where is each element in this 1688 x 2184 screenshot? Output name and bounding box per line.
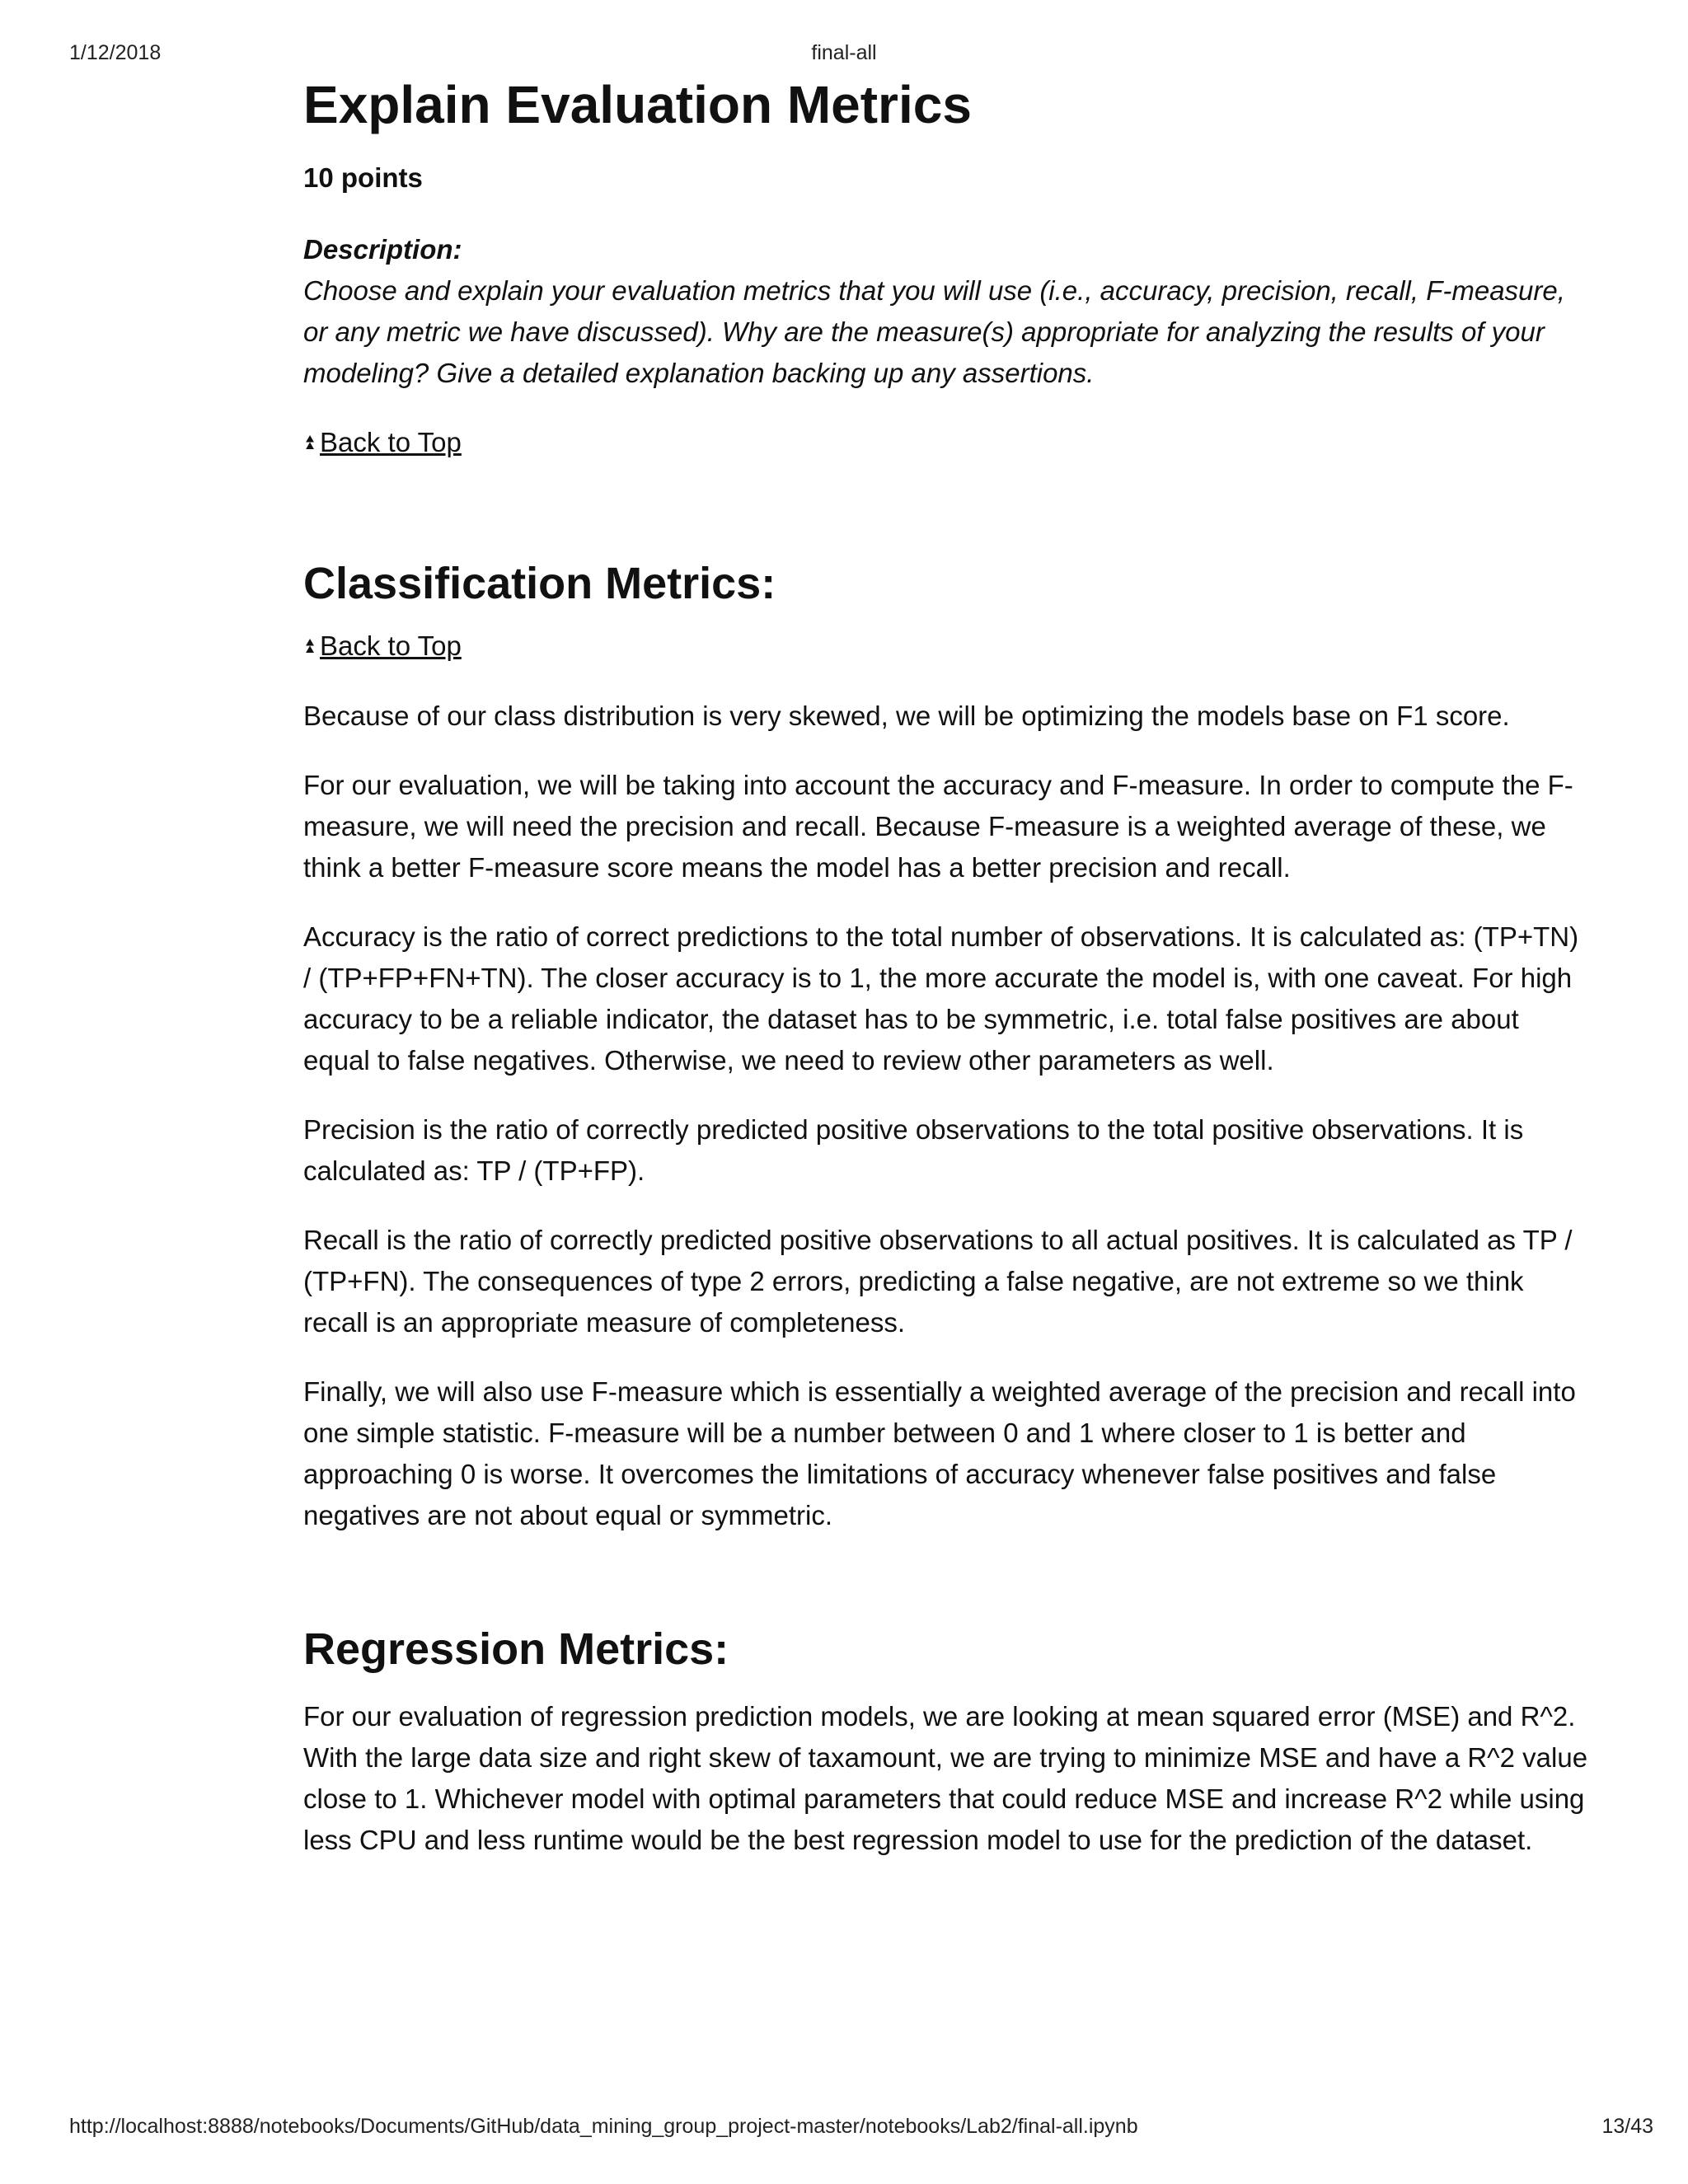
double-up-arrow-icon: ⏫︎ xyxy=(303,432,313,454)
print-header xyxy=(0,41,1688,68)
notebook-content xyxy=(303,71,1589,1861)
back-to-top-link[interactable] xyxy=(303,626,462,668)
regression-paragraph: For our evaluation of regression prediction models, we are looking at mean squared error (MSE) and R^2. With the large data size and right skew of taxamount, we are trying to minimize MSE and have a R^2 value close to 1. Whichever model with optimal parameters that could reduce MSE and increase R^2 while using less CPU and less runtime would be the best regression model to use for the prediction of the dataset. xyxy=(303,1701,1588,1855)
description-text: Choose and explain your evaluation metrics that you will use (i.e., accuracy, precision, recall, F-measure, or any metric we have discussed). Why are the measure(s) appropriate for analyzing the results of your modeling? Give a detailed explanation backing up any assertions. xyxy=(303,275,1565,388)
classification-paragraph: Recall is the ratio of correctly predicted positive observations to all actual positives. It is calculated as TP / (TP+FN). The consequences of type 2 errors, predicting a false negative, are not extreme so we think recall is an appropriate measure of completeness. xyxy=(303,1225,1573,1338)
print-doc-title: final-all xyxy=(811,41,877,64)
back-to-top-label: Back to Top xyxy=(320,630,462,661)
print-date: 1/12/2018 xyxy=(69,41,162,64)
print-url: http://localhost:8888/notebooks/Documents/GitHub/data_mining_group_project-master/notebooks/Lab2/final-all.ipynb xyxy=(69,2115,1138,2138)
classification-paragraph: Precision is the ratio of correctly predicted positive observations to the total positive observations. It is calculated as: TP / (TP+FP). xyxy=(303,1114,1524,1186)
classification-paragraph: Finally, we will also use F-measure which is essentially a weighted average of the precision and recall into one simple statistic. F-measure will be a number between 0 and 1 where closer to 1 is better and approaching 0 is worse. It overcomes the limitations of accuracy whenever false positives and false negatives are not about equal or symmetric. xyxy=(303,1376,1576,1530)
print-footer xyxy=(0,2115,1688,2141)
points-label: 10 points xyxy=(303,162,423,193)
double-up-arrow-icon: ⏫︎ xyxy=(303,635,313,658)
back-to-top-link[interactable] xyxy=(303,422,462,464)
back-to-top-label: Back to Top xyxy=(320,427,462,457)
classification-heading: Classification Metrics: xyxy=(303,559,776,608)
regression-heading: Regression Metrics: xyxy=(303,1624,729,1674)
classification-paragraph: Accuracy is the ratio of correct predictions to the total number of observations. It is calculated as: (TP+TN) / (TP+FP+FN+TN). The closer accuracy is to 1, the more accurate the model is, with one caveat. For high accuracy to be a reliable indicator, the dataset has to be symmetric, i.e. total false positives are about equal to false negatives. Otherwise, we need to review other parameters as well. xyxy=(303,921,1579,1076)
page-number: 13/43 xyxy=(1601,2115,1653,2138)
classification-paragraph: Because of our class distribution is very skewed, we will be optimizing the models base on F1 score. xyxy=(303,701,1510,731)
description-label: Description: xyxy=(303,234,462,265)
page-title: Explain Evaluation Metrics xyxy=(303,75,972,134)
classification-paragraph: For our evaluation, we will be taking into account the accuracy and F-measure. In order to compute the F-measure, we will need the precision and recall. Because F-measure is a weighted average of these, we think a better F-measure score means the model has a better precision and recall. xyxy=(303,770,1573,883)
